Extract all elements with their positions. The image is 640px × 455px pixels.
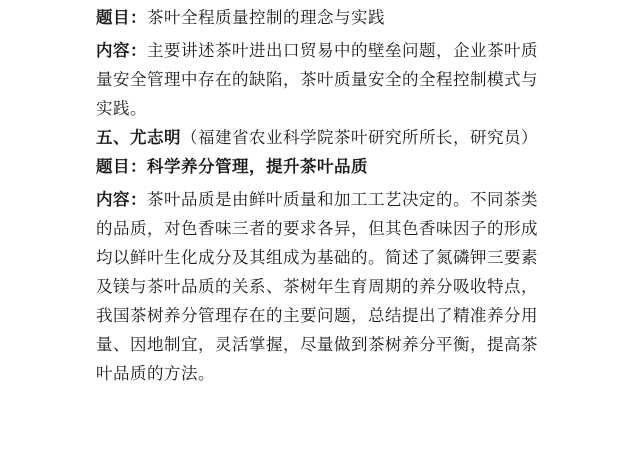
section2-speaker-affiliation: （福建省农业科学院茶叶研究所所长，研究员） xyxy=(181,128,538,147)
section2-heading xyxy=(96,123,566,152)
section2-title-line xyxy=(96,152,566,181)
section2-content-label: 内容： xyxy=(96,190,147,209)
section2-content-line-3: 及镁与茶叶品质的关系、茶树年生育周期的养分吸收特点， xyxy=(96,277,538,296)
section2-content-line-6: 叶品质的方法。 xyxy=(96,364,215,383)
section1-content-line-0: 主要讲述茶叶进出口贸易中的壁垒问题，企业茶叶质 xyxy=(147,41,538,60)
section1-title-text: 茶叶全程质量控制的理念与实践 xyxy=(147,8,385,27)
section2-content-line-0: 茶叶品质是由鲜叶质量和加工工艺决定的。不同茶类 xyxy=(147,190,538,209)
section1-content-line xyxy=(96,36,566,65)
section2-heading-number: 五、 xyxy=(96,128,130,147)
section2-content-line-5: 量、因地制宜，灵活掌握，尽量做到茶树养分平衡，提高茶 xyxy=(96,335,538,354)
section1-content-label: 内容： xyxy=(96,41,147,60)
section1-content-line-1: 量安全管理中存在的缺陷，茶叶质量安全的全程控制模式与 xyxy=(96,70,538,89)
section1-title-line xyxy=(96,3,566,32)
section1-content-line-2: 实践。 xyxy=(96,99,147,118)
section2-title-label: 题目： xyxy=(96,157,147,176)
section2-content-line-4: 我国茶树养分管理存在的主要问题，总结提出了精准养分用 xyxy=(96,306,538,325)
section2-speaker-name: 尤志明 xyxy=(130,128,181,147)
section2-content-line-2: 均以鲜叶生化成分及其组成为基础的。简述了氮磷钾三要素 xyxy=(96,248,538,267)
section2-content-line-1: 的品质，对色香味三者的要求各异，但其色香味因子的形成 xyxy=(96,219,538,238)
section2-title-text: 科学养分管理，提升茶叶品质 xyxy=(147,157,368,176)
section2-content-line xyxy=(96,185,566,214)
document-page xyxy=(96,3,566,388)
section1-title-label: 题目： xyxy=(96,8,147,27)
